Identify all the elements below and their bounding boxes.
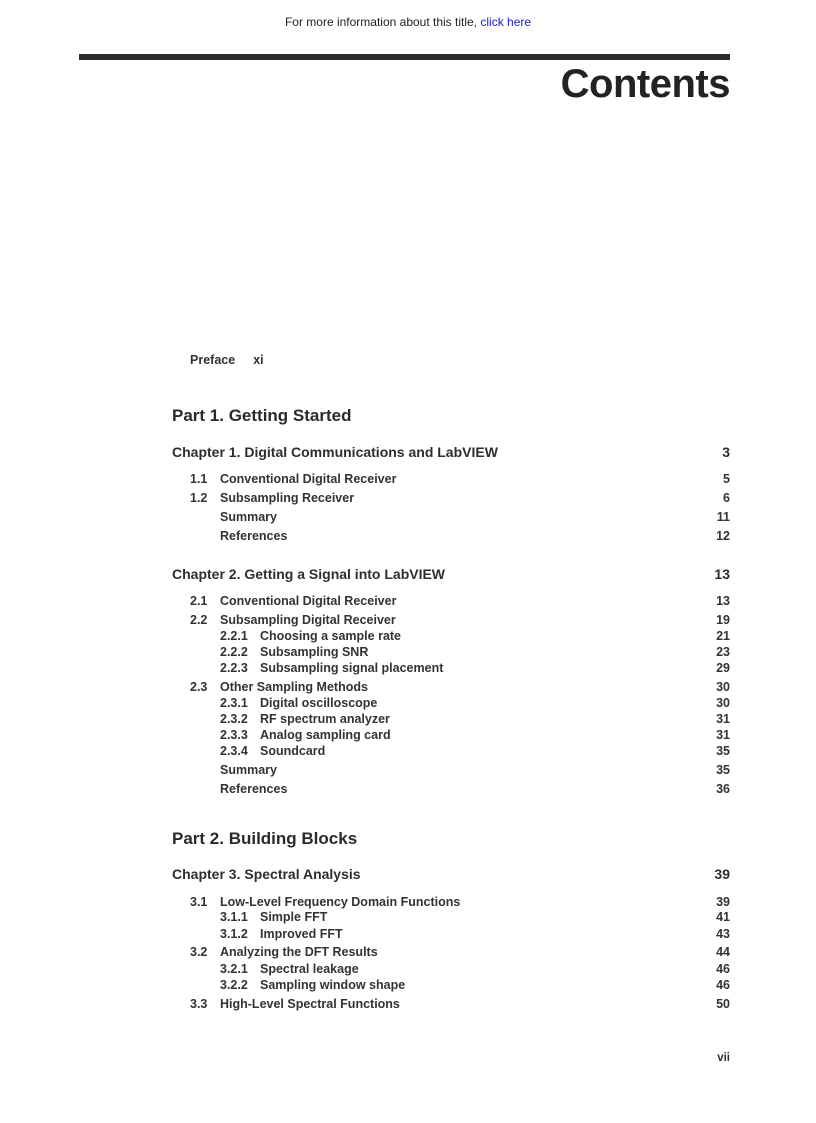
entry-number: 3.3 [190,997,208,1011]
entry-page: 6 [723,491,730,505]
toc-entry[interactable] [220,696,730,710]
entry-page: 19 [716,613,730,627]
toc-entry[interactable] [220,763,730,777]
entry-title: Simple FFT [260,910,328,924]
entry-number: 1.1 [190,472,208,486]
entry-page: 12 [716,529,730,543]
entry-number: 3.1.2 [220,927,248,941]
header-rule [79,54,730,60]
entry-page: 31 [716,712,730,726]
toc-entry[interactable] [190,613,730,627]
entry-page: 23 [716,645,730,659]
toc-entry[interactable] [220,962,730,976]
toc-entry[interactable] [190,594,730,608]
entry-page: 46 [716,978,730,992]
entry-title: Low-Level Frequency Domain Functions [220,895,461,909]
entry-title: Spectral leakage [260,962,359,976]
chapter-title: Chapter 3. Spectral Analysis [172,866,361,882]
entry-title: Subsampling Receiver [220,491,355,505]
toc-entry[interactable] [220,629,730,643]
entry-number: 3.2 [190,945,208,959]
entry-title: High-Level Spectral Functions [220,997,400,1011]
entry-page: 41 [716,910,730,924]
toc-entry[interactable] [190,945,730,959]
entry-page: 35 [716,763,730,777]
entry-page: 11 [716,510,730,524]
chapter-title: Chapter 2. Getting a Signal into LabVIEW [172,566,446,582]
toc-entry[interactable] [190,472,730,486]
entry-page: 44 [716,945,730,959]
entry-title: Subsampling signal placement [260,661,444,675]
entry-page: 30 [716,696,730,710]
toc-chapter[interactable] [172,566,730,582]
toc-entry[interactable] [190,491,730,505]
entry-page: 50 [716,997,730,1011]
toc-preface[interactable] [190,353,264,367]
entry-title: Subsampling Digital Receiver [220,613,396,627]
entry-page: 35 [716,744,730,758]
entry-number: 2.2 [190,613,208,627]
toc-entry[interactable] [190,895,730,909]
entry-title: Conventional Digital Receiver [220,594,397,608]
entry-title: Analog sampling card [260,728,391,742]
entry-number: 2.3.4 [220,744,248,758]
entry-title: Conventional Digital Receiver [220,472,397,486]
entry-page: 36 [716,782,730,796]
preface-page: xi [253,353,264,367]
chapter-page: 3 [722,444,730,460]
toc-entry[interactable] [190,997,730,1011]
chapter-page: 39 [714,866,730,882]
entry-title: Digital oscilloscope [260,696,378,710]
entry-number: 2.2.3 [220,661,248,675]
entry-number: 2.2.2 [220,645,248,659]
chapter-title: Chapter 1. Digital Communications and LabVIEW [172,444,498,460]
entry-title: Analyzing the DFT Results [220,945,378,959]
chapter-page: 13 [714,566,730,582]
entry-number: 2.3.3 [220,728,248,742]
entry-number: 1.2 [190,491,208,505]
page-title: Contents [560,62,730,106]
toc-entry[interactable] [220,927,730,941]
entry-number: 2.2.1 [220,629,248,643]
entry-number: 2.1 [190,594,208,608]
toc-entry[interactable] [220,782,730,796]
page-number: vii [717,1052,730,1064]
entry-title: Summary [220,510,277,524]
entry-title: Subsampling SNR [260,645,369,659]
toc-entry[interactable] [220,661,730,675]
entry-page: 30 [716,680,730,694]
entry-page: 13 [716,594,730,608]
entry-page: 5 [723,472,730,486]
toc-entry[interactable] [220,529,730,543]
toc-entry[interactable] [220,712,730,726]
header-note-text: For more information about this title, [284,15,478,29]
entry-title: Soundcard [260,744,326,758]
entry-title: References [220,529,288,543]
entry-page: 21 [716,629,730,643]
entry-page: 29 [716,661,730,675]
toc-chapter[interactable] [172,444,730,460]
entry-title: RF spectrum analyzer [260,712,390,726]
entry-page: 43 [716,927,730,941]
entry-number: 2.3.1 [220,696,248,710]
entry-number: 3.2.1 [220,962,248,976]
part-heading: Part 2. Building Blocks [172,829,358,848]
toc-entry[interactable] [220,910,730,924]
entry-number: 3.1.1 [220,910,248,924]
entry-page: 46 [716,962,730,976]
toc-entry[interactable] [220,728,730,742]
entry-title: Improved FFT [260,927,343,941]
entry-title: Other Sampling Methods [220,680,368,694]
entry-page: 31 [716,728,730,742]
part-heading: Part 1. Getting Started [172,406,352,425]
entry-title: Sampling window shape [260,978,406,992]
entry-title: Choosing a sample rate [260,629,402,643]
toc-chapter[interactable] [172,866,730,882]
toc-entry[interactable] [220,510,730,524]
click-here-link[interactable]: click here [480,15,532,29]
entry-number: 3.1 [190,895,208,909]
preface-label: Preface [190,353,236,367]
header-note [0,15,816,29]
toc-entry[interactable] [220,978,730,992]
entry-title: References [220,782,288,796]
entry-number: 3.2.2 [220,978,248,992]
toc-entry[interactable] [220,744,730,758]
entry-title: Summary [220,763,277,777]
entry-number: 2.3 [190,680,208,694]
toc-entry[interactable] [220,645,730,659]
toc-entry[interactable] [190,680,730,694]
entry-page: 39 [716,895,730,909]
entry-number: 2.3.2 [220,712,248,726]
